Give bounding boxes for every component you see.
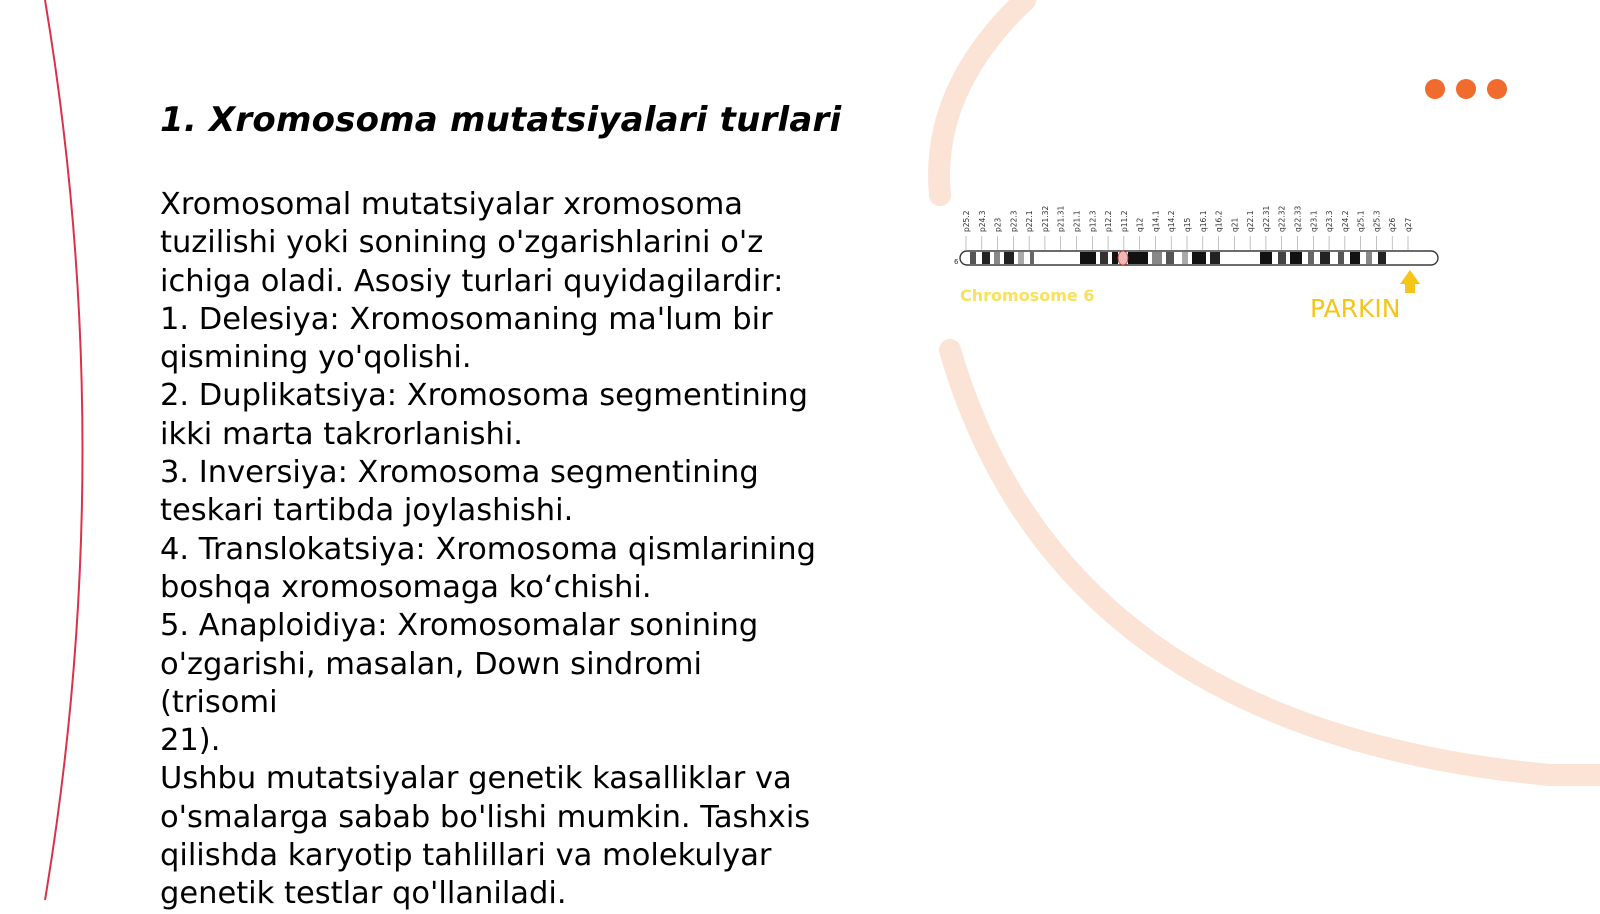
band-label: q23.3	[1325, 210, 1335, 232]
band-block	[1166, 252, 1174, 264]
chromosome-number: 6	[954, 258, 959, 266]
band-block	[1210, 252, 1220, 264]
band-label: q22.31	[1261, 205, 1271, 232]
band-block	[1350, 252, 1360, 264]
band-block	[1290, 252, 1302, 264]
dot-1	[1425, 79, 1445, 99]
item-4-line-2: boshqa xromosomaga ko‘chishi.	[160, 569, 652, 605]
band-block	[982, 252, 990, 264]
band-label: p23	[993, 217, 1003, 232]
decorative-ring	[900, 0, 1600, 900]
band-block	[1320, 252, 1330, 264]
intro-line-1: Xromosomal mutatsiyalar xromosoma	[160, 187, 743, 222]
band-block	[1018, 252, 1024, 264]
dot-3	[1487, 79, 1507, 99]
band-labels	[962, 206, 1413, 232]
band-label: q25.3	[1372, 210, 1382, 232]
band-block	[1100, 252, 1108, 264]
chromosome-ideogram	[954, 200, 1450, 340]
band-label: p12.3	[1088, 210, 1098, 232]
band-label: p22.3	[1009, 210, 1019, 232]
band-label: q22.33	[1293, 205, 1303, 232]
gene-arrow-icon	[1400, 270, 1420, 293]
item-4-line-1: 4. Translokatsiya: Xromosoma qismlarining	[160, 531, 816, 567]
band-label: q26	[1388, 217, 1398, 232]
band-block	[1308, 252, 1314, 264]
intro-line-2: tuzilishi yoki sonining o'zgarishlarini o'z	[160, 225, 764, 261]
band-block	[1152, 252, 1162, 264]
left-decorative-arc	[0, 0, 120, 900]
band-label: q22.1	[1246, 210, 1256, 232]
band-label: q15	[1183, 217, 1192, 232]
decorative-dots	[1425, 79, 1507, 99]
band-block	[970, 252, 976, 264]
band-label: q14.2	[1167, 210, 1177, 232]
dot-2	[1456, 79, 1476, 99]
item-2-line-2: ikki marta takrorlanishi.	[160, 416, 523, 452]
chromosome-body	[960, 251, 1438, 265]
gene-label: PARKIN	[1310, 294, 1401, 323]
band-block	[1080, 252, 1096, 264]
band-block	[1366, 252, 1372, 264]
band-ticks	[966, 236, 1408, 250]
item-3-line-1: 3. Inversiya: Xromosoma segmentining	[160, 455, 759, 491]
band-label: q16.1	[1198, 210, 1208, 232]
item-1-line-2: qismining yo'qolishi.	[160, 340, 472, 376]
slide-body	[160, 186, 820, 914]
band-label: p11.2	[1119, 210, 1129, 232]
band-label: p21.31	[1056, 205, 1066, 232]
band-label: p24.3	[977, 210, 987, 232]
item-5-line-3: 21).	[160, 723, 221, 759]
band-label: p21.32	[1040, 205, 1050, 232]
band-block	[1192, 252, 1206, 264]
band-block	[1128, 252, 1148, 264]
band-label: q24.2	[1340, 210, 1350, 232]
band-block	[1378, 252, 1386, 264]
band-label: p22.1	[1025, 210, 1035, 232]
band-block	[1030, 252, 1034, 264]
band-label: q14.1	[1151, 210, 1161, 232]
item-3-line-2: teskari tartibda joylashishi.	[160, 493, 574, 529]
band-label: q23.1	[1309, 210, 1319, 232]
chromosome-label: Chromosome 6	[960, 286, 1095, 305]
intro-line-3: ichiga oladi. Asosiy turlari quyidagilardir:	[160, 263, 784, 299]
centromere	[1118, 251, 1128, 265]
band-block	[994, 252, 1000, 264]
item-1-line-1: 1. Delesiya: Xromosomaning ma'lum bir	[160, 301, 773, 337]
band-block	[1338, 252, 1344, 264]
band-label: q12	[1135, 217, 1145, 232]
conclusion-line-2: o'smalarga sabab bo'lishi mumkin. Tashxis	[160, 799, 811, 835]
band-label: p21.1	[1072, 210, 1082, 232]
conclusion-line-3: qilishda karyotip tahlillari va molekulyar	[160, 838, 772, 874]
band-block	[1004, 252, 1014, 264]
item-5-line-2: o'zgarishi, masalan, Down sindromi (trisomi	[160, 646, 702, 720]
band-block	[1112, 252, 1118, 264]
band-label: q16.2	[1214, 210, 1224, 232]
band-label: p25.2	[962, 210, 971, 232]
band-label: q25.1	[1356, 210, 1366, 232]
conclusion-line-4: genetik testlar qo'llaniladi.	[160, 876, 567, 912]
band-label: p12.2	[1104, 210, 1114, 232]
band-label: q27	[1404, 217, 1413, 232]
band-block	[1278, 252, 1286, 264]
item-5-line-1: 5. Anaploidiya: Xromosomalar sonining	[160, 608, 759, 644]
band-label: q21	[1230, 217, 1240, 232]
band-label: q22.32	[1277, 205, 1287, 232]
conclusion-line-1: Ushbu mutatsiyalar genetik kasalliklar va	[160, 761, 792, 797]
band-block	[1182, 252, 1188, 264]
slide-title: 1. Xromosoma mutatsiyalari turlari	[160, 100, 842, 140]
item-2-line-1: 2. Duplikatsiya: Xromosoma segmentining	[160, 378, 808, 414]
band-block	[1260, 252, 1272, 264]
